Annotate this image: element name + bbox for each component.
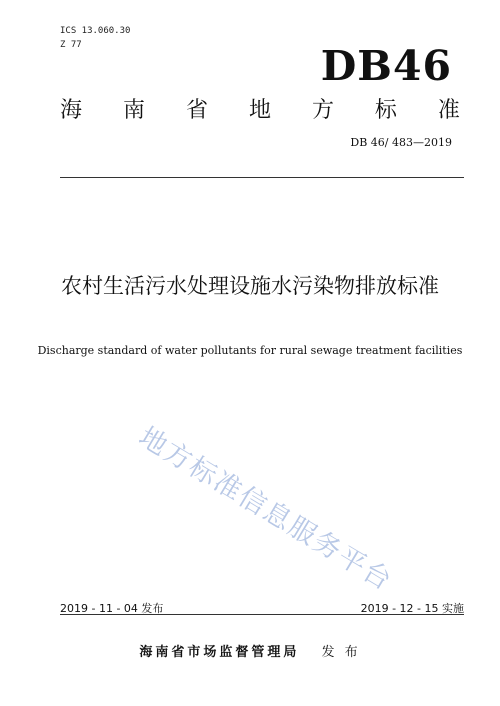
standard-type-char: 地 [248,98,271,123]
implement-date: 2019 - 12 - 15 实施 [360,602,464,615]
standard-type-char: 方 [311,98,334,123]
issuer-name: 海南省市场监督管理局 [139,645,300,660]
standard-type-char: 准 [437,98,460,123]
ics-code: ICS 13.060.30 [60,26,131,36]
standard-type-char: 海 [60,98,83,123]
chinese-title: 农村生活污水处理设施水污染物排放标准 [61,274,439,298]
issuer-line [0,641,500,660]
standard-type-char: 标 [374,98,397,123]
issuer-action: 发 布 [321,645,361,660]
ccs-code: Z 77 [60,40,82,50]
footer-divider [60,614,464,615]
watermark-text: 地方标准信息服务平台 [133,421,398,598]
english-title: Discharge standard of water pollutants for rural sewage treatment facilities [37,344,463,357]
standard-code-mark: DB46 [320,42,452,90]
standard-type-char: 南 [122,98,145,123]
standard-type-heading [60,96,460,126]
standard-number: DB 46/ 483—2019 [350,136,452,149]
publish-date: 2019 - 11 - 04 发布 [60,602,164,615]
watermark-stamp [125,412,425,602]
header-divider [60,177,464,178]
standard-type-char: 省 [185,98,208,123]
